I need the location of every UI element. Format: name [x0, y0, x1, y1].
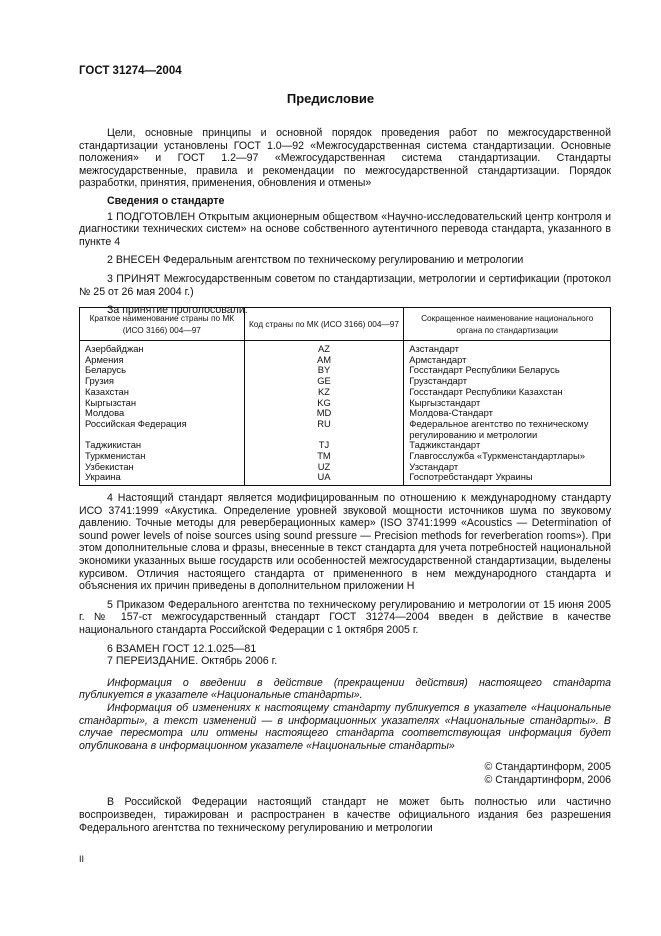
country-code-cell: TJ [244, 440, 404, 451]
country-name-cell: Украина [80, 472, 245, 485]
copyright-line: © Стандартинформ, 2006 [484, 773, 611, 786]
country-name-cell: Грузия [80, 376, 245, 387]
standards-body-cell: Азстандарт [404, 341, 611, 355]
standards-body-cell: Молдова-Стандарт [404, 408, 611, 419]
standards-body-cell: Армстандарт [404, 355, 611, 366]
info-paragraph-1: Информация о введении в действие (прекращении действия) настоящего стандарта публикуется в указателе «Национальные стандарты». [79, 676, 611, 702]
intro-paragraph: Цели, основные принципы и основной порядок проведения работ по межгосударственной стандартизации установлены ГОСТ 1.0—92 «Межгосударственная система стандартизации. Основные положения» и ГОСТ 1.2—97 «Межгосударственная система стандартизации. Стандарты межгосударственные, правила и рекомендации по межгосударственной стандартизации. Порядок разработки, принятия, применения, обновления и отмены» [79, 127, 611, 190]
country-name-cell: Российская Федерация [80, 419, 245, 440]
standards-body-cell: Главгосслужба «Туркменстандартлары» [404, 451, 611, 462]
country-code-cell: GE [244, 376, 404, 387]
item-6: 6 ВЗАМЕН ГОСТ 12.1.025—81 [107, 642, 257, 655]
column-header: Сокращенное наименование национального органа по стандартизации [404, 308, 611, 341]
item-5: 5 Приказом Федерального агентства по техническому регулированию и метрологии от 15 июня 2005 г. № 157-ст межгосударственный стандарт ГОСТ 31274—2004 введен в действие в качестве национального стандарта Российской Федерации с 1 октября 2005 г. [79, 598, 611, 636]
table-row [80, 419, 611, 440]
table-row [80, 451, 611, 462]
item-7: 7 ПЕРЕИЗДАНИЕ. Октябрь 2006 г. [107, 655, 278, 668]
table-row [80, 341, 611, 355]
standards-body-cell: Госпотребстандарт Украины [404, 472, 611, 485]
country-name-cell: Туркменистан [80, 451, 245, 462]
table-row [80, 398, 611, 409]
country-name-cell: Кыргызстан [80, 398, 245, 409]
standards-body-cell: Таджикстандарт [404, 440, 611, 451]
column-header: Краткое наименование страны по МК (ИСО 3166) 004—97 [80, 308, 245, 341]
country-code-cell: UA [244, 472, 404, 485]
copyright-line: © Стандартинформ, 2005 [484, 761, 611, 774]
country-code-cell: KZ [244, 387, 404, 398]
country-code-cell: MD [244, 408, 404, 419]
standards-body-cell: Госстандарт Республики Беларусь [404, 365, 611, 376]
country-code-cell: AM [244, 355, 404, 366]
standards-body-cell: Кыргызстандарт [404, 398, 611, 409]
country-name-cell: Узбекистан [80, 462, 245, 473]
table-row [80, 365, 611, 376]
standards-body-cell: Узстандарт [404, 462, 611, 473]
reproduction-notice: В Российской Федерации настоящий стандарт не может быть полностью или частично воспроизведен, тиражирован и распространен в качестве официального издания без разрешения Федерального агентства по техническому регулированию и метрологии [79, 796, 611, 834]
country-name-cell: Беларусь [80, 365, 245, 376]
standards-body-cell: Грузстандарт [404, 376, 611, 387]
table-row [80, 387, 611, 398]
standards-body-cell: Федеральное агентство по техническому регулированию и метрологии [404, 419, 611, 440]
country-code-cell: BY [244, 365, 404, 376]
voting-table [79, 307, 611, 486]
country-name-cell: Армения [80, 355, 245, 366]
info-paragraph-2: Информация об изменениях к настоящему стандарту публикуется в указателе «Национальные стандарты», а текст изменений — в информационных указателях «Национальные стандарты». В случае пересмотра или отмены настоящего стандарта соответствующая информация будет опубликована в информационном указателе «Национальные стандарты» [79, 701, 611, 752]
country-code-cell: UZ [244, 462, 404, 473]
preface-middle [79, 492, 611, 834]
country-name-cell: Азербайджан [80, 341, 245, 355]
table-row [80, 472, 611, 485]
page-number: II [79, 854, 85, 864]
country-code-cell: AZ [244, 341, 404, 355]
preface-top [79, 127, 611, 317]
vote-label: За принятие проголосовали: [107, 304, 248, 317]
item-4: 4 Настоящий стандарт является модифицированным по отношению к международному стандарту ИСО 3741:1999 «Акустика. Определение уровней звуковой мощности источников шума по звуковому давлению. Точные методы для реверберационных камер» (ISO 3741:1999 «Acoustics — Determination of sound power levels of noise sources using sound pressure — Precision methods for reverberation rooms»). При этом дополнительные слова и фразы, внесенные в текст стандарта для учета потребностей национальной экономики указанных выше государств или особенностей межгосударственной стандартизации, выделены курсивом. Отличия настоящего стандарта от примененного в нем международного стандарта и объяснения их причин приведены в дополнительном приложении Н [79, 492, 611, 593]
standards-body-cell: Госстандарт Республики Казахстан [404, 387, 611, 398]
column-header: Код страны по МК (ИСО 3166) 004—97 [244, 308, 404, 341]
country-code-cell: KG [244, 398, 404, 409]
country-name-cell: Таджикистан [80, 440, 245, 451]
country-name-cell: Молдова [80, 408, 245, 419]
section-heading: Сведения о стандарте [107, 194, 225, 207]
item-1: 1 ПОДГОТОВЛЕН Открытым акционерным обществом «Научно-исследовательский центр контроля и диагностики технических систем» на основе собственного аутентичного перевода стандарта, указанного в пункте 4 [79, 210, 611, 248]
voting-table-wrap [79, 307, 611, 486]
item-3: 3 ПРИНЯТ Межгосударственным советом по стандартизации, метрологии и сертификации (протокол № 25 от 26 мая 2004 г.) [79, 272, 611, 298]
country-name-cell: Казахстан [80, 387, 245, 398]
table-header-row [80, 308, 611, 341]
country-code-cell: RU [244, 419, 404, 440]
document-id-header: ГОСТ 31274—2004 [79, 65, 182, 77]
country-code-cell: TM [244, 451, 404, 462]
page-title: Предисловие [286, 91, 375, 106]
item-2: 2 ВНЕСЕН Федеральным агентством по техническому регулированию и метрологии [107, 254, 524, 267]
